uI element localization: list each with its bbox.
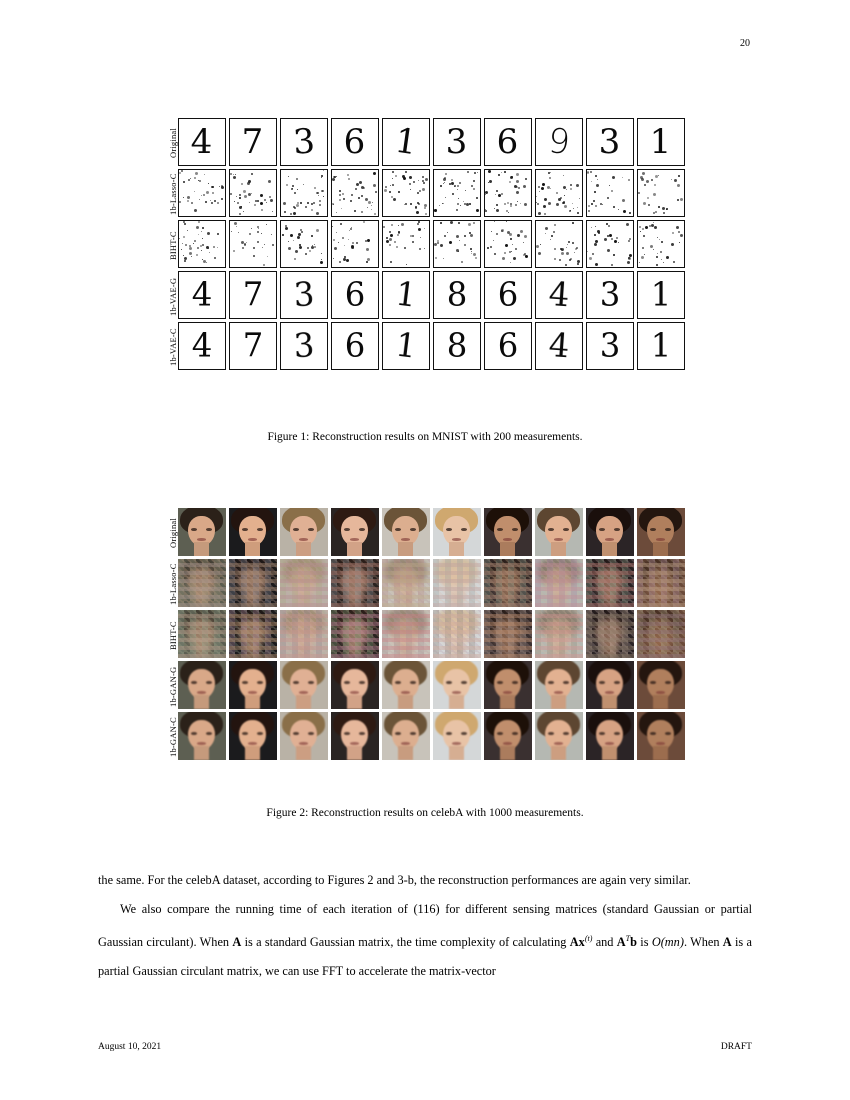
footer-status: DRAFT: [720, 1042, 752, 1052]
figure-1-row-label: Original: [167, 128, 178, 159]
body-text: [98, 866, 752, 986]
p2-text-3: and: [592, 935, 617, 950]
noise-pattern: [587, 170, 633, 216]
mnist-cell: [280, 118, 328, 166]
block-noise-overlay: [586, 610, 634, 658]
noise-pattern: [179, 170, 225, 216]
mnist-cell: [484, 220, 532, 268]
digit-glyph: 6: [344, 327, 365, 365]
celeba-cell: [637, 661, 685, 709]
digit-glyph: 3: [445, 122, 468, 162]
celeba-cell: [280, 712, 328, 760]
digit-glyph: 6: [343, 122, 366, 162]
digit-glyph: 9: [545, 120, 572, 164]
p2-ax-superscript: (t): [584, 934, 593, 943]
block-noise-overlay: [535, 559, 583, 607]
mnist-cell: [280, 322, 328, 370]
digit-glyph: 8: [446, 276, 467, 314]
mnist-cell: [178, 118, 226, 166]
noise-pattern: [281, 170, 327, 216]
mnist-cell: [433, 322, 481, 370]
celeba-cell: [433, 559, 481, 607]
digit-glyph: 6: [344, 276, 365, 314]
block-noise-overlay: [484, 610, 532, 658]
mnist-cell: [637, 220, 685, 268]
face-image: [535, 661, 583, 709]
mnist-cell: [484, 322, 532, 370]
block-noise-overlay: [280, 610, 328, 658]
mnist-cell: [535, 118, 583, 166]
face-image: [535, 712, 583, 760]
page-footer: [98, 1042, 752, 1052]
mnist-cell: [637, 322, 685, 370]
digit-glyph: 1: [391, 120, 419, 164]
figure-1-row: [178, 118, 685, 169]
p2-atb-b: b: [630, 935, 637, 950]
face-image: [280, 661, 328, 709]
block-noise-overlay: [433, 559, 481, 607]
digit-glyph: 4: [546, 275, 571, 315]
p2-matrix-a2: A: [722, 935, 732, 950]
block-noise-overlay: [331, 559, 379, 607]
noise-pattern: [485, 221, 531, 267]
mnist-cell: [484, 169, 532, 217]
digit-glyph: 3: [291, 121, 316, 163]
face-image: [586, 712, 634, 760]
celeba-cell: [229, 610, 277, 658]
figure-2-row-label: 1b-Lasso-C: [167, 563, 178, 606]
celeba-cell: [433, 610, 481, 658]
face-image: [178, 712, 226, 760]
block-noise-overlay: [637, 610, 685, 658]
celeba-cell: [637, 712, 685, 760]
noise-pattern: [383, 170, 429, 216]
digit-glyph: 6: [497, 276, 518, 314]
celeba-cell: [382, 610, 430, 658]
block-noise-overlay: [178, 559, 226, 607]
face-image: [433, 712, 481, 760]
celeba-cell: [586, 559, 634, 607]
figure-2-caption: Figure 2: Reconstruction results on celebA with 1000 measurements.: [266, 807, 584, 819]
mnist-cell: [586, 271, 634, 319]
face-image: [229, 661, 277, 709]
digit-glyph: 4: [546, 326, 571, 366]
celeba-cell: [280, 559, 328, 607]
block-noise-overlay: [229, 610, 277, 658]
celeba-cell: [280, 610, 328, 658]
face-image: [484, 508, 532, 556]
figure-2-row-labels: [166, 508, 178, 763]
digit-glyph: 6: [497, 327, 518, 365]
celeba-cell: [229, 508, 277, 556]
digit-glyph: 3: [598, 122, 621, 162]
celeba-cell: [280, 661, 328, 709]
face-image: [637, 712, 685, 760]
p2-text-5: . When: [683, 935, 723, 950]
face-image: [178, 508, 226, 556]
mnist-cell: [433, 169, 481, 217]
mnist-cell: [229, 322, 277, 370]
noise-pattern: [536, 170, 582, 216]
mnist-cell: [331, 322, 379, 370]
mnist-cell: [280, 169, 328, 217]
celeba-cell: [535, 661, 583, 709]
paragraph-2: [98, 895, 752, 986]
celeba-cell: [637, 559, 685, 607]
celeba-cell: [433, 712, 481, 760]
face-image: [586, 508, 634, 556]
digit-glyph: 8: [446, 327, 467, 365]
face-image: [637, 661, 685, 709]
digit-glyph: 1: [650, 327, 671, 365]
face-image: [484, 712, 532, 760]
p2-matrix-a1: A: [232, 935, 242, 950]
celeba-cell: [433, 661, 481, 709]
celeba-cell: [382, 661, 430, 709]
noise-pattern: [638, 221, 684, 267]
face-image: [280, 712, 328, 760]
celeba-cell: [178, 712, 226, 760]
face-image: [331, 508, 379, 556]
mnist-cell: [382, 169, 430, 217]
figure-2-row: [178, 508, 685, 559]
celeba-cell: [484, 508, 532, 556]
celeba-cell: [586, 610, 634, 658]
face-image: [382, 508, 430, 556]
celeba-cell: [331, 508, 379, 556]
mnist-cell: [331, 169, 379, 217]
p2-atb-a: A: [616, 935, 626, 950]
celeba-cell: [535, 712, 583, 760]
noise-pattern: [383, 221, 429, 267]
noise-pattern: [230, 221, 276, 267]
figure-2: [0, 508, 850, 819]
mnist-cell: [586, 118, 634, 166]
p2-ax: Ax: [569, 935, 585, 950]
celeba-cell: [178, 610, 226, 658]
mnist-cell: [382, 322, 430, 370]
figure-1-caption: Figure 1: Reconstruction results on MNIST with 200 measurements.: [267, 431, 583, 443]
noise-pattern: [434, 170, 480, 216]
mnist-cell: [280, 271, 328, 319]
celeba-cell: [382, 712, 430, 760]
mnist-cell: [586, 169, 634, 217]
celeba-cell: [229, 712, 277, 760]
figure-1-row: [178, 322, 685, 373]
block-noise-overlay: [280, 559, 328, 607]
block-noise-overlay: [535, 610, 583, 658]
mnist-cell: [280, 220, 328, 268]
page-number: 20: [740, 38, 750, 49]
digit-glyph: 1: [392, 325, 419, 367]
noise-pattern: [332, 170, 378, 216]
block-noise-overlay: [433, 610, 481, 658]
p2-text-4: is: [636, 935, 652, 950]
digit-glyph: 1: [650, 276, 671, 314]
block-noise-overlay: [382, 610, 430, 658]
noise-pattern: [332, 221, 378, 267]
digit-glyph: 3: [292, 275, 315, 315]
mnist-cell: [331, 118, 379, 166]
digit-glyph: 4: [191, 276, 212, 314]
figure-2-rows: [178, 508, 685, 763]
celeba-cell: [331, 610, 379, 658]
digit-glyph: 7: [242, 276, 263, 314]
mnist-cell: [433, 118, 481, 166]
footer-date: August 10, 2021: [98, 1042, 162, 1052]
mnist-cell: [586, 322, 634, 370]
face-image: [586, 661, 634, 709]
noise-pattern: [485, 170, 531, 216]
celeba-cell: [178, 559, 226, 607]
noise-pattern: [536, 221, 582, 267]
celeba-cell: [535, 559, 583, 607]
celeba-cell: [637, 508, 685, 556]
face-image: [280, 508, 328, 556]
mnist-cell: [229, 271, 277, 319]
mnist-cell: [484, 118, 532, 166]
mnist-cell: [178, 322, 226, 370]
face-image: [331, 661, 379, 709]
mnist-cell: [331, 271, 379, 319]
mnist-cell: [637, 118, 685, 166]
figure-2-row: [178, 559, 685, 610]
mnist-cell: [637, 169, 685, 217]
p2-atb-superscript: T: [625, 934, 631, 943]
figure-1-row: [178, 271, 685, 322]
paragraph-1: the same. For the celebA dataset, according to Figures 2 and 3-b, the reconstruction performances are again very similar.: [98, 873, 691, 887]
celeba-cell: [586, 712, 634, 760]
figure-2-grid: [0, 508, 850, 763]
celeba-cell: [331, 661, 379, 709]
mnist-cell: [637, 271, 685, 319]
celeba-cell: [484, 610, 532, 658]
figure-1-row-label: 1b-Lasso-C: [167, 173, 178, 216]
figure-2-row: [178, 610, 685, 661]
face-image: [178, 661, 226, 709]
celeba-cell: [229, 661, 277, 709]
mnist-cell: [178, 271, 226, 319]
mnist-cell: [382, 118, 430, 166]
face-image: [331, 712, 379, 760]
mnist-cell: [382, 220, 430, 268]
mnist-cell: [535, 322, 583, 370]
p2-text-1: We also compare the running time of each iteration of (116) for different sensing matrices (standard Gaussian or partial Gaussian circulant). When: [98, 902, 752, 950]
noise-pattern: [434, 221, 480, 267]
figure-2-row-label: 1b-GAN-G: [167, 666, 178, 707]
celeba-cell: [178, 508, 226, 556]
celeba-cell: [280, 508, 328, 556]
noise-pattern: [587, 221, 633, 267]
mnist-cell: [229, 169, 277, 217]
block-noise-overlay: [382, 559, 430, 607]
digit-glyph: 3: [599, 276, 620, 314]
celeba-cell: [433, 508, 481, 556]
digit-glyph: 4: [191, 327, 212, 365]
celeba-cell: [178, 661, 226, 709]
celeba-cell: [586, 661, 634, 709]
p2-text-6: is a partial Gaussian circulant matrix, we can use FFT to accelerate the matrix-vector: [98, 935, 752, 979]
p2-text-2: is a standard Gaussian matrix, the time complexity of calculating: [241, 935, 570, 950]
face-image: [229, 508, 277, 556]
celeba-cell: [331, 559, 379, 607]
celeba-cell: [484, 712, 532, 760]
figure-2-row: [178, 712, 685, 763]
mnist-cell: [229, 118, 277, 166]
figure-1-rows: [178, 118, 685, 373]
celeba-cell: [382, 508, 430, 556]
block-noise-overlay: [178, 610, 226, 658]
face-image: [433, 661, 481, 709]
celeba-cell: [484, 661, 532, 709]
figure-1-row: [178, 169, 685, 220]
figure-2-row-label: Original: [167, 518, 178, 549]
digit-glyph: 1: [649, 122, 672, 162]
noise-pattern: [230, 170, 276, 216]
digit-glyph: 7: [242, 327, 263, 365]
mnist-cell: [229, 220, 277, 268]
block-noise-overlay: [637, 559, 685, 607]
celeba-cell: [586, 508, 634, 556]
mnist-cell: [331, 220, 379, 268]
digit-glyph: 7: [241, 122, 264, 162]
mnist-cell: [535, 220, 583, 268]
face-image: [484, 661, 532, 709]
figure-1-row: [178, 220, 685, 271]
celeba-cell: [535, 508, 583, 556]
mnist-cell: [535, 169, 583, 217]
digit-glyph: 1: [392, 274, 419, 316]
mnist-cell: [535, 271, 583, 319]
face-image: [382, 661, 430, 709]
block-noise-overlay: [331, 610, 379, 658]
face-image: [637, 508, 685, 556]
mnist-cell: [178, 169, 226, 217]
face-image: [382, 712, 430, 760]
figure-2-row-label: 1b-GAN-C: [167, 717, 178, 758]
figure-2-row-label: BIHT-C: [167, 621, 178, 650]
mnist-cell: [433, 271, 481, 319]
mnist-cell: [382, 271, 430, 319]
celeba-cell: [382, 559, 430, 607]
face-image: [433, 508, 481, 556]
mnist-cell: [178, 220, 226, 268]
block-noise-overlay: [229, 559, 277, 607]
celeba-cell: [535, 610, 583, 658]
face-image: [535, 508, 583, 556]
block-noise-overlay: [484, 559, 532, 607]
noise-pattern: [638, 170, 684, 216]
celeba-cell: [484, 559, 532, 607]
figure-1-grid: [0, 118, 850, 373]
figure-1-row-label: BIHT-C: [167, 231, 178, 260]
figure-1-row-labels: [166, 118, 178, 373]
figure-1-row-label: 1b-VAE-C: [167, 328, 178, 367]
noise-pattern: [281, 221, 327, 267]
digit-glyph: 4: [190, 122, 213, 162]
mnist-cell: [433, 220, 481, 268]
digit-glyph: 3: [292, 326, 315, 366]
mnist-cell: [586, 220, 634, 268]
digit-glyph: 3: [599, 327, 620, 365]
celeba-cell: [637, 610, 685, 658]
figure-2-row: [178, 661, 685, 712]
mnist-cell: [484, 271, 532, 319]
p2-complexity: O(mn): [651, 935, 684, 950]
celeba-cell: [229, 559, 277, 607]
face-image: [229, 712, 277, 760]
block-noise-overlay: [586, 559, 634, 607]
digit-glyph: 6: [496, 122, 519, 162]
noise-pattern: [179, 221, 225, 267]
figure-1: [0, 118, 850, 443]
celeba-cell: [331, 712, 379, 760]
figure-1-row-label: 1b-VAE-G: [167, 277, 178, 316]
